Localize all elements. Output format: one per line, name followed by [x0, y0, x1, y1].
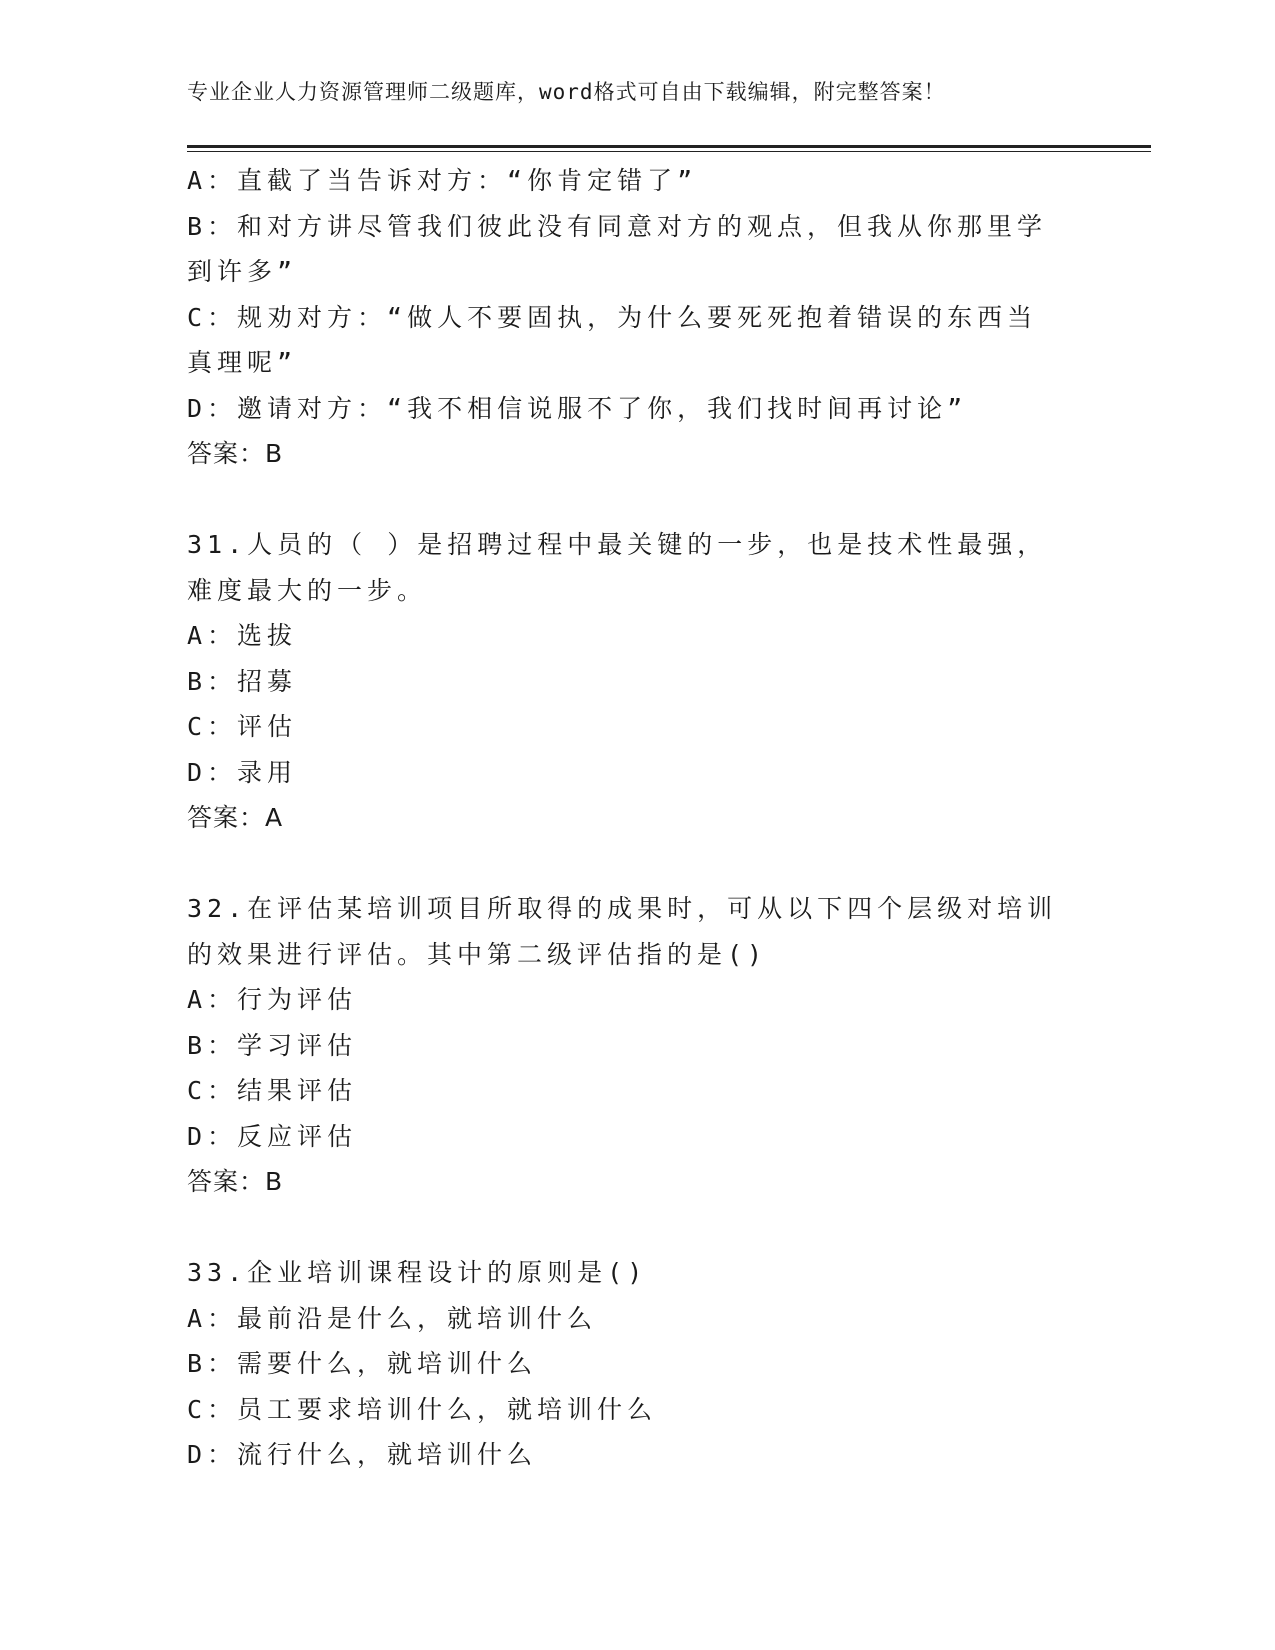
spacer [187, 1205, 1067, 1251]
question-31 [187, 522, 1067, 841]
option-d: D：录用 [187, 757, 298, 787]
question-33 [187, 1250, 1067, 1478]
option-c: C：员工要求培训什么，就培训什么 [187, 1394, 658, 1424]
option-a: A：选拔 [187, 621, 298, 650]
question-stem: 31.人员的（ ）是招聘过程中最关键的一步，也是技术性最强，难度最大的一步。 [187, 530, 1048, 605]
spacer [187, 477, 1067, 523]
answer: 答案：A [187, 803, 284, 832]
header-rule-thin [187, 151, 1151, 152]
question-stem: 33.企业培训课程设计的原则是() [187, 1258, 648, 1287]
document-body [187, 158, 1067, 1478]
option-b: B：和对方讲尽管我们彼此没有同意对方的观点，但我从你那里学到许多” [187, 211, 1048, 286]
page-header: 专业企业人力资源管理师二级题库，word格式可自由下载编辑，附完整答案！ [187, 80, 946, 104]
question-32 [187, 886, 1067, 1205]
question-stem: 32.在评估某培训项目所取得的成果时，可从以下四个层级对培训的效果进行评估。其中第二级评估指的是() [187, 894, 1058, 969]
option-b: B：学习评估 [187, 1030, 358, 1060]
option-c: C：规劝对方：“做人不要固执，为什么要死死抱着错误的东西当真理呢” [187, 302, 1038, 377]
option-d: D：反应评估 [187, 1121, 358, 1151]
option-b: B：需要什么，就培训什么 [187, 1349, 538, 1378]
option-a: A：最前沿是什么，就培训什么 [187, 1303, 598, 1333]
header-rule-thick [187, 145, 1151, 148]
option-c: C：评估 [187, 712, 298, 741]
option-d: D：流行什么，就培训什么 [187, 1440, 538, 1469]
question-prev [187, 158, 1067, 477]
spacer [187, 841, 1067, 887]
answer: 答案：B [187, 1167, 284, 1196]
option-a: A：行为评估 [187, 985, 358, 1014]
option-b: B：招募 [187, 666, 298, 696]
answer: 答案：B [187, 439, 284, 468]
option-a: A：直截了当告诉对方：“你肯定错了” [187, 166, 698, 195]
option-d: D：邀请对方：“我不相信说服不了你，我们找时间再讨论” [187, 393, 968, 423]
option-c: C：结果评估 [187, 1076, 358, 1105]
